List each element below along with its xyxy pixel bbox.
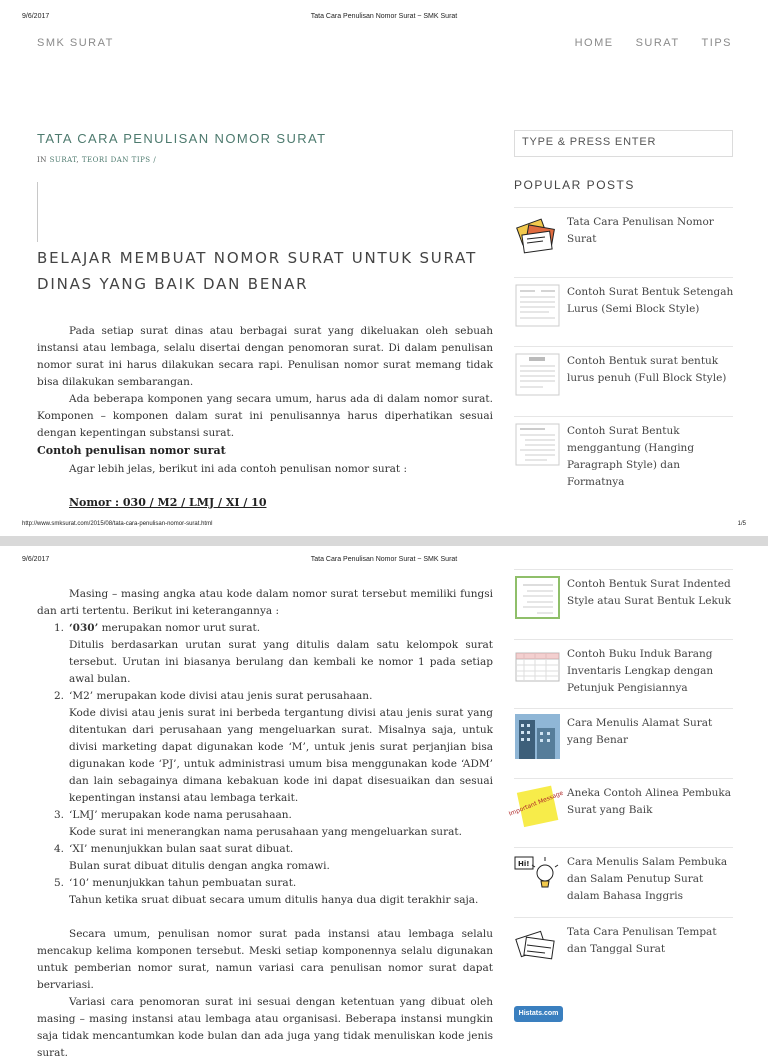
envelopes-thumb-icon xyxy=(515,923,560,968)
item-text: Tahun ketika sruat dibuat secara umum ditulis hanya dua digit terakhir saja. xyxy=(69,894,479,906)
list-item[interactable] xyxy=(514,917,733,987)
top-nav xyxy=(575,37,732,49)
print-date: 9/6/2017 xyxy=(22,13,50,20)
list-item xyxy=(37,841,493,875)
site-brand[interactable]: SMK SURAT xyxy=(37,37,114,49)
category-link-surat[interactable]: SURAT xyxy=(49,156,77,164)
item-text: Ditulis berdasarkan urutan surat yang ditulis dalam satu kelompok surat tersebut. Urutan ini biasanya berulang dan kembali ke nomor 1 pada setiap awal bulan. xyxy=(69,639,493,685)
histats-badge[interactable]: Histats.com xyxy=(514,1006,563,1022)
print-doc-title: Tata Cara Penulisan Nomor Surat ~ SMK Surat xyxy=(310,13,458,20)
print-header xyxy=(0,556,768,570)
section-heading: Contoh penulisan nomor surat xyxy=(37,444,226,457)
item-head: ‘M2’ merupakan kode divisi atau jenis surat perusahaan. xyxy=(69,690,373,702)
speech-thumb-icon xyxy=(515,853,560,898)
nav-surat[interactable]: SURAT xyxy=(635,37,680,49)
list-item[interactable] xyxy=(514,416,733,486)
table-thumb-icon xyxy=(515,645,560,690)
item-head: ‘10’ menunjukkan tahun pembuatan surat. xyxy=(69,877,297,889)
item-text: Bulan surat dibuat ditulis dengan angka romawi. xyxy=(69,860,330,872)
intro-text xyxy=(37,323,493,442)
popular-post-title[interactable]: Contoh Surat Bentuk Setengah Lurus (Semi Block Style) xyxy=(567,285,734,315)
item-number: 2. xyxy=(54,690,65,702)
svg-text:Important Message: Important Message xyxy=(507,789,565,818)
popular-posts-list xyxy=(507,569,733,986)
popular-post-title[interactable]: Contoh Buku Induk Barang Inventaris Lengkap dengan Petunjuk Pengisiannya xyxy=(567,647,714,694)
paragraph: Pada setiap surat dinas atau berbagai surat yang dikeluakan oleh sebuah instansi atau lembaga, selalu disertai dengan penomoran surat. Di dalam penulisan nomor surat ini harus dilakukan secara rapi. Penulisan nomor surat memang tidak bisa dilakukan sembarangan. xyxy=(37,325,493,388)
item-text: Kode divisi atau jenis surat ini berbeda tergantung divisi atau jenis surat yang ditentukan dari perusahaan yang mengeluarkan surat. Misalnya saja, untuk divisi marketing dapat digunakan kode ‘M’, untuk jenis surat perjanjian bisa digunakan kode ‘PJ’, untuk administrasi umum bisa menggunakan kode ‘ADM’ dan lain sebagainya dimana kebakuan kode ini dapat disesuaikan dan sesuai kepentingan instansi atau lembaga terkait. xyxy=(69,707,493,804)
component-list xyxy=(37,620,493,909)
list-item xyxy=(37,688,493,807)
item-head: ‘LMJ’ merupakan kode nama perusahaan. xyxy=(69,809,292,821)
search-input[interactable]: TYPE & PRESS ENTER xyxy=(514,130,733,157)
item-head: ‘XI’ menunjukkan bulan saat surat dibuat. xyxy=(69,843,294,855)
popular-post-title[interactable]: Contoh Surat Bentuk menggantung (Hanging Paragraph Style) dan Formatnya xyxy=(567,424,695,488)
letter-thumb-icon xyxy=(515,283,560,328)
category-link-teori[interactable]: TEORI DAN TIPS xyxy=(81,156,151,164)
post-title[interactable]: TATA CARA PENULISAN NOMOR SURAT xyxy=(37,131,327,146)
nav-home[interactable]: HOME xyxy=(574,37,614,49)
popular-post-title[interactable]: Tata Cara Penulisan Nomor Surat xyxy=(567,216,714,245)
item-number: 5. xyxy=(54,877,65,889)
popular-post-title[interactable]: Tata Cara Penulisan Tempat dan Tanggal Surat xyxy=(567,925,717,955)
paragraph: Masing – masing angka atau kode dalam nomor surat tersebut memiliki fungsi dan arti tertentu. Berikut ini keterangannya : xyxy=(37,588,493,617)
item-number: 1. xyxy=(54,622,65,634)
list-item[interactable] xyxy=(514,346,733,416)
post-subtitle: BELAJAR MEMBUAT NOMOR SURAT UNTUK SURAT DINAS YANG BAIK DAN BENAR xyxy=(37,249,478,293)
contoh-text: Agar lebih jelas, berikut ini ada contoh penulisan nomor surat : xyxy=(69,463,407,475)
popular-post-title[interactable]: Contoh Bentuk Surat Indented Style atau Surat Bentuk Lekuk xyxy=(567,578,731,607)
sticky-note-thumb-icon xyxy=(507,784,565,829)
print-footer xyxy=(0,521,768,533)
list-item[interactable] xyxy=(514,277,733,347)
list-item xyxy=(37,807,493,841)
post-meta: IN SURAT, TEORI DAN TIPS / xyxy=(37,156,157,164)
letter-thumb-icon xyxy=(515,422,560,467)
letter-thumb-icon xyxy=(515,352,560,397)
list-item xyxy=(37,875,493,909)
item-number: 4. xyxy=(54,843,65,855)
popular-post-title[interactable]: Contoh Bentuk surat bentuk lurus penuh (Full Block Style) xyxy=(567,355,727,384)
popular-posts-heading: POPULAR POSTS xyxy=(514,178,635,192)
list-item[interactable] xyxy=(514,847,733,917)
paragraph: Variasi cara penomoran surat ini sesuai dengan ketentuan yang dibuat oleh masing – masing instansi atau lembaga atau organisasi. Beberapa instansi mungkin saja tidak mencantumkan kode bulan dan ada juga yang tidak menuliskan kode jenis surat. xyxy=(37,996,493,1059)
svg-text:Hi!: Hi! xyxy=(518,860,530,868)
letter-green-thumb-icon xyxy=(515,575,560,620)
print-url: http://www.smksurat.com/2015/08/tata-cara-penulisan-nomor-surat.html xyxy=(22,521,213,527)
popular-posts-list xyxy=(514,207,734,488)
envelopes-thumb-icon xyxy=(515,213,560,258)
item-head: ‘030’ merupakan nomor urut surat. xyxy=(69,622,261,634)
list-item[interactable] xyxy=(514,569,733,639)
print-header xyxy=(0,13,768,27)
list-item[interactable] xyxy=(507,778,733,848)
popular-post-title[interactable]: Cara Menulis Salam Pembuka dan Salam Penutup Surat dalam Bahasa Inggris xyxy=(567,856,728,902)
popular-post-title[interactable]: Aneka Contoh Alinea Pembuka Surat yang Baik xyxy=(567,786,732,816)
nav-tips[interactable]: TIPS xyxy=(701,37,732,49)
print-doc-title: Tata Cara Penulisan Nomor Surat ~ SMK Surat xyxy=(310,556,458,563)
list-item[interactable] xyxy=(514,639,733,709)
list-item[interactable] xyxy=(514,207,733,277)
print-page-number: 1/5 xyxy=(737,521,746,527)
popular-post-title[interactable]: Cara Menulis Alamat Surat yang Benar xyxy=(567,717,713,746)
paragraph: Ada beberapa komponen yang secara umum, harus ada di dalam nomor surat. Komponen – komponen dalam surat ini penulisannya harus diperhatikan sesuai dengan kepentingan substansi surat. xyxy=(37,393,493,439)
page-separator xyxy=(0,536,768,546)
item-number: 3. xyxy=(54,809,65,821)
divider-line xyxy=(37,182,38,242)
nomor-example: Nomor : 030 / M2 / LMJ / XI / 10 xyxy=(69,496,267,509)
print-date: 9/6/2017 xyxy=(22,556,50,563)
meta-in: IN xyxy=(37,156,47,164)
building-thumb-icon xyxy=(515,714,560,759)
list-item[interactable] xyxy=(514,708,733,778)
paragraph: Secara umum, penulisan nomor surat pada instansi atau lembaga selalu mencakup kelima komponen tersebut. Meski setiap komponennya selalu digunakan untuk pemberian nomor surat, namun variasi cara penulisan nomor surat dapat bervariasi. xyxy=(37,928,493,991)
item-text: Kode surat ini menerangkan nama perusahaan yang mengeluarkan surat. xyxy=(69,826,462,838)
list-item xyxy=(37,620,493,688)
article-body xyxy=(37,586,493,1062)
